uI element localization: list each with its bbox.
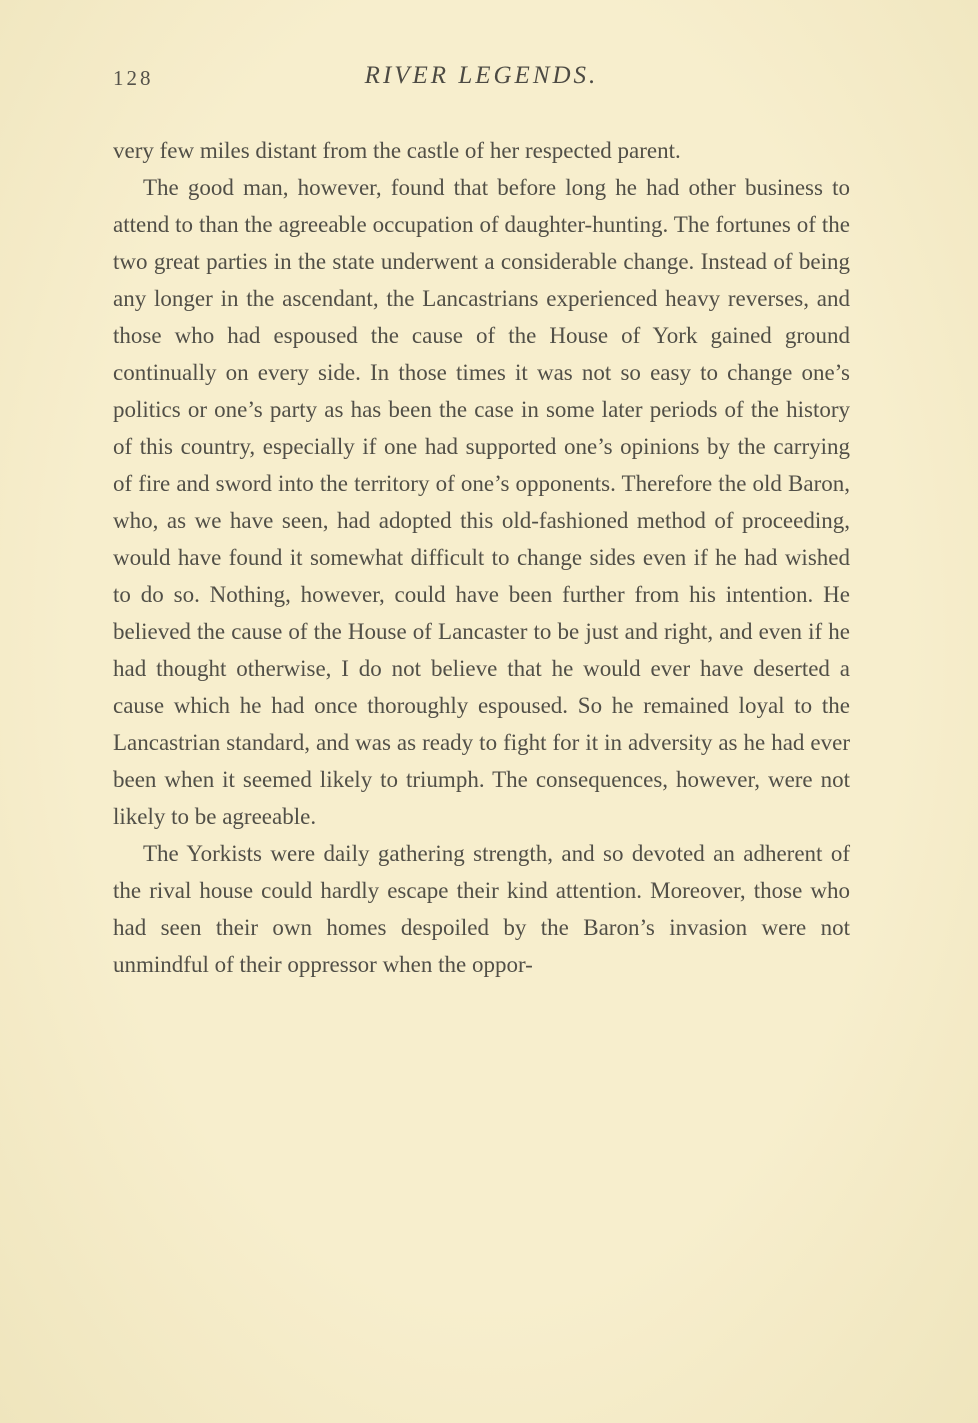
running-title: RIVER LEGENDS. xyxy=(364,62,599,89)
paragraph: very few miles distant from the castle of her respected parent. xyxy=(113,138,681,163)
page-number: 128 xyxy=(113,66,154,90)
text-block xyxy=(113,132,850,983)
paragraph: The good man, however, found that before long he had other business to attend to than the agreeable occupation of daughter-hunting. The fortunes of the two great parties in the state underwent a considerable change. Instead of being any longer in the ascendant, the Lancastrians experienced heavy reverses, and those who had espoused the cause of the House of York gained ground continually on every side. In those times it was not so easy to change one’s politics or one’s party as has been the case in some later periods of the history of this country, especially if one had supported one’s opinions by the carrying of fire and sword into the territory of one’s opponents. Therefore the old Baron, who, as we have seen, had adopted this old-fashioned method of proceeding, would have found it somewhat difficult to change sides even if he had wished to do so. Nothing, however, could have been further from his intention. He believed the cause of the House of Lancaster to be just and right, and even if he had thought otherwise, I do not believe that he would ever have deserted a cause which he had once thoroughly espoused. So he remained loyal to the Lancastrian standard, and was as ready to fight for it in adversity as he had ever been when it seemed likely to triumph. The consequences, however, were not likely to be agreeable. xyxy=(113,175,850,829)
paragraph: The Yorkists were daily gathering strength, and so devoted an adherent of the rival house could hardly escape their kind attention. Moreover, those who had seen their own homes despoiled by the Baron’s invasion were not unmindful of their oppressor when the oppor- xyxy=(113,841,850,977)
page-header xyxy=(113,62,850,96)
